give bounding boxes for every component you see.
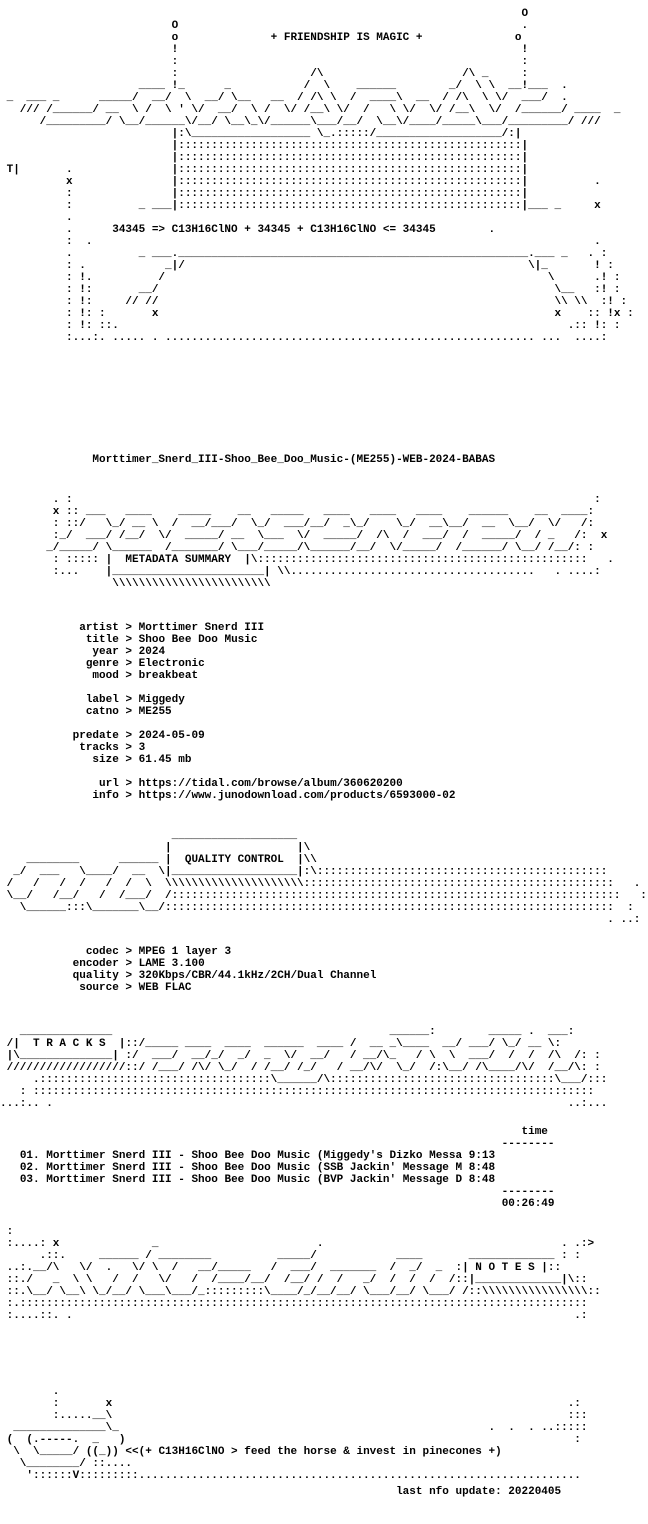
- metadata-heading: METADATA SUMMARY: [125, 554, 232, 566]
- field-row-url: url > https://tidal.com/browse/album/360620200: [99, 778, 403, 790]
- track-row: 02. Morttimer Snerd III - Shoo Bee Doo Music (SSB Jackin' Message M 8:48: [19, 1162, 496, 1174]
- notes-ascii-art: : :....: x _ . . .:> .::. ______ / ________ _____/ ____ _____________ : : ..:.__/\ \/ . \/ \ / __/_____ / ___/ _______ / _/ _ :| N O T E S |:: ::./ _ \ \ / / \/ / /____/__/ /__/ / / _/ / / / /::|_____________|\:: ::.\__/ \__\ \_/__/ \___\___/_:::::::::\____/_/__/__/ \___/__/ \___/ /::\\\\\\\\\\\\\\\\:: :.:::::::::::::::::::::::::::::::::::::::::::::::::::::::::::::::::::::::::::::::::::::: :....::. . .:: [6, 1226, 601, 1322]
- formula-text: 34345 => C13H16ClNO + 34345 + C13H16ClNO <= 34345: [112, 224, 436, 236]
- footer-ascii-art: . : x .: :.....__\ ::: ______________\_ . . . ..::::: ( (.-----. _ ) : \ \_____/ ((_)) <<(+ C13H16ClNO > feed the horse & invest in pinecones +) \________/ ::.... '::::::V:::::::::...................................................................: [6, 1386, 588, 1482]
- quality-ascii-art: ___________________ | |\ ________ ______ | QUALITY CONTROL |\\ _/ ___ \____/ __ \|___________________|:\:::::::::::::::::::::::::::::::::::::::::::: / / / / / / \ \\\\\\\\\\\\\\\\\\\\\::::::::::::::::::::::::::::::::::::::::::::::: . \__/ /__/ / /___/ /:::::::::::::::::::::::::::::::::::::::::::::::::::::::::::::::::::: : \______:::\_______\__/:::::::::::::::::::::::::::::::::::::::::::::::::::::::::::::::::::: : . ..:: [6, 830, 647, 926]
- field-row-artist: artist > Morttimer Snerd III: [79, 622, 265, 634]
- field-row-predate: predate > 2024-05-09: [72, 730, 205, 742]
- tracks-ascii-art: ______________ ______: _____ . ___: /| T R A C K S |::/_____ ____ ____ ______ ____ / __ _\____ __/ ___/ \_/ __ \: |\______________| :/ ___/ __/_/ _/ _ \/ __/ / __/\_ / \ \ ___/ / / /\ /: : //////////////////::/ /___/ /\/ \_/ / /__/ /_/ / __/\/ \_/ /:\__/ /\____/\/ /__/\: : .:::::::::::::::::::::::::::::::::::\______/\::::::::::::::::::::::::::::::::::\___/::: : ::::::::::::::::::::::::::::::::::::::::::::::::::::::::::::::::::::::::::::::::::::: ...:.. . ..:...: [0, 1026, 608, 1110]
- field-row-size: size > 61.45 mb: [92, 754, 192, 766]
- quality-row-source: source > WEB FLAC: [79, 982, 192, 994]
- release-name-text: Morttimer_Snerd_III-Shoo_Bee_Doo_Music-(ME255)-WEB-2024-BABAS: [92, 454, 496, 466]
- field-row-genre: genre > Electronic: [85, 658, 205, 670]
- metadata-ascii-art: . : : x :: ___ ____ _____ __ _____ ____ ____ ____ ______ __ ____: : ::/ \_/ __ \ / __/___/ \_/ ___/__/ _\_/ \_/ __\__/ __ \__/ \/ /: :_/ ___/ /__/ \/ _____/ __ \___ \/ _____/ /\ / ___/ / _____/ / _ /: x _/_____/ \______ /_______/ \___/_____/\______/__/ \/_____/ /______/ \__/ /__/: : : ::::: | METADATA SUMMARY |\:::::::::::::::::::::::::::::::::::::::::::::::::: . :... |_______________________| \\..................................... . ....: \\\\\\\\\\\\\\\\\\\\\\\\: [46, 494, 614, 590]
- field-row-catno: catno > ME255: [85, 706, 172, 718]
- field-row-mood: mood > breakbeat: [92, 670, 199, 682]
- last-update-text: last nfo update: 20220405: [396, 1486, 562, 1498]
- quality-row-encoder: encoder > LAME 3.100: [72, 958, 205, 970]
- field-row-year: year > 2024: [92, 646, 166, 658]
- header-ascii-art: O O . o + FRIENDSHIP IS MAGIC + o ! ! : : : /\ /\ _ : ____ !_ _ / \ ______ _/ \ \ __!___ . _ ___ _ _____/ __/ \ __/ \__ __ / /\ \ / ____\ __ / /\ \ \/ ___/ . /// /______/ __ \ / \ ' \/ __/ \ / \/ /__\ \/ / \ \/ \/ /__\ \/ /______/ ____ _ /_________/ \__/______\/__/ \__\_\/______\___/__/ \__\/____/_____\___/_________/ /// |:\__________________ \_.:::::/___________________/:| |::::::::::::::::::::::::::::::::::::::::::::::::::::| |::::::::::::::::::::::::::::::::::::::::::::::::::::| T| . |::::::::::::::::::::::::::::::::::::::::::::::::::::| x |::::::::::::::::::::::::::::::::::::::::::::::::::::| . : |::::::::::::::::::::::::::::::::::::::::::::::::::::| : _ ___|::::::::::::::::::::::::::::::::::::::::::::::::::::|___ _ x . . 34345 => C13H16ClNO + 34345 + C13H16ClNO <= 34345 . : . . . _ ___._____________________________________________________.___ _ . : : . _|/ \|_ ! : : !. / \ .! : : !: __/ \__ :! : : !: // // \\ \\ :! : : !: : x x :: !x : : !: ::. .:: !: : :...:. ..... . ........................................................ ... ....:: [6, 8, 634, 344]
- field-row-tracks: tracks > 3: [79, 742, 146, 754]
- last-update: [0, 1486, 561, 1498]
- quality-row-quality: quality > 320Kbps/CBR/44.1kHz/2CH/Dual Channel: [72, 970, 377, 982]
- quality-row-codec: codec > MPEG 1 layer 3: [85, 946, 232, 958]
- track-row: 03. Morttimer Snerd III - Shoo Bee Doo Music (BVP Jackin' Message D 8:48: [19, 1174, 496, 1186]
- field-row-label: label > Miggedy: [85, 694, 185, 706]
- tracklist: time -------- 01. Morttimer Snerd III - Shoo Bee Doo Music (Miggedy's Dizko Messa 9:13 02. Morttimer Snerd III - Shoo Bee Doo Music (SSB Jackin' Message M 8:48 03. Morttimer Snerd III - Shoo Bee Doo Music (BVP Jackin' Message D 8:48 -------- 00:26:49: [0, 1126, 555, 1210]
- field-row-info: info > https://www.junodownload.com/products/6593000-02: [92, 790, 456, 802]
- notes-heading: N O T E S: [475, 1262, 535, 1274]
- tracks-time-header: time: [521, 1126, 548, 1138]
- footer-motto: C13H16ClNO > feed the horse & invest in pinecones: [158, 1446, 482, 1458]
- quality-fields: [0, 946, 376, 994]
- quality-heading: QUALITY CONTROL: [184, 854, 284, 866]
- banner-text: + FRIENDSHIP IS MAGIC +: [270, 32, 423, 44]
- metadata-fields: [0, 622, 456, 802]
- tracks-total-time: 00:26:49: [501, 1198, 555, 1210]
- track-row: 01. Morttimer Snerd III - Shoo Bee Doo Music (Miggedy's Dizko Messa 9:13: [19, 1150, 496, 1162]
- tracks-heading: T R A C K S: [33, 1038, 106, 1050]
- field-row-title: title > Shoo Bee Doo Music: [85, 634, 258, 646]
- release-name: [0, 454, 495, 466]
